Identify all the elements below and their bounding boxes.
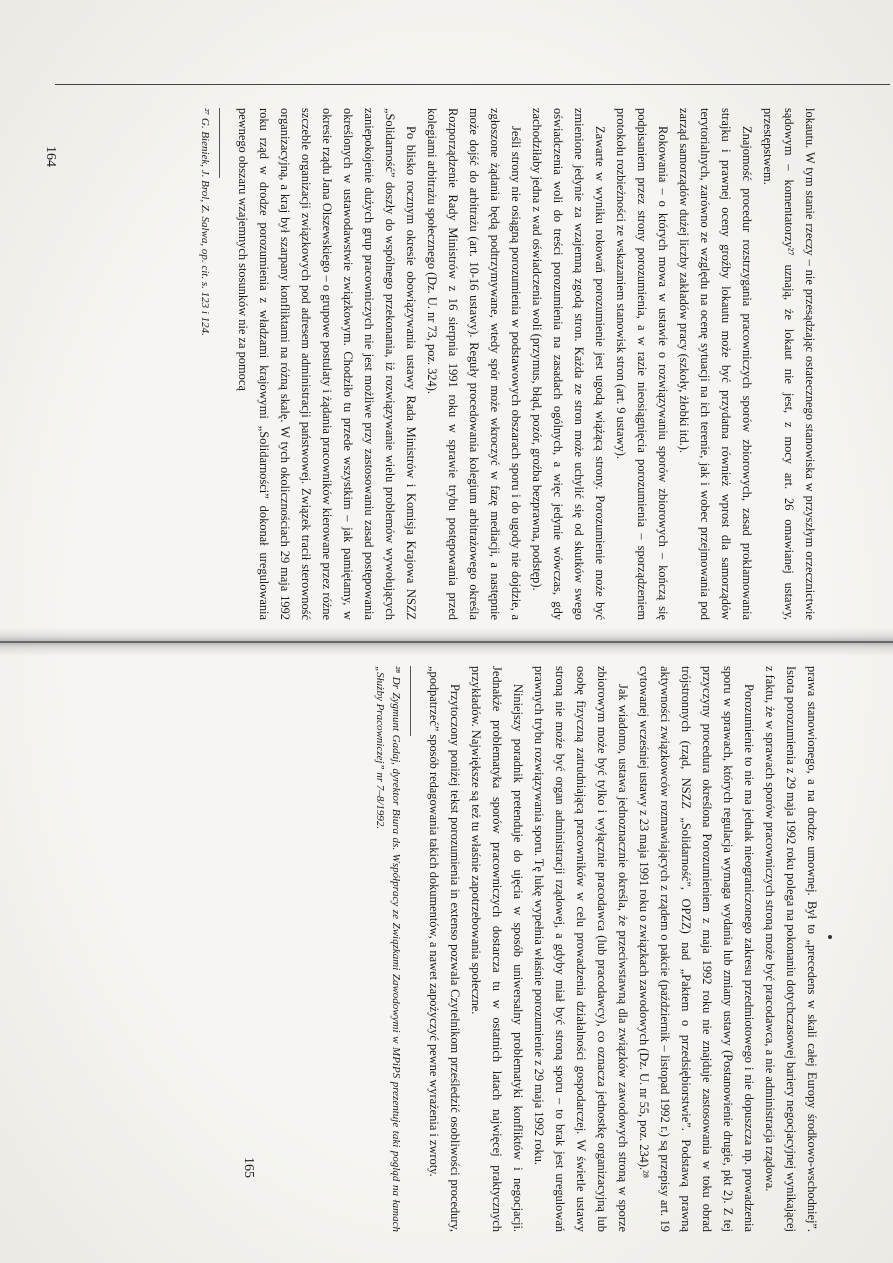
footnote-rule: [219, 108, 220, 178]
paragraph: lokautu. W tym stanie rzeczy – nie przesądzając ostatecznego stanowiska w przyszłym orzecznictwie sądowym – komentatorzy²⁷ uznają, że lokaut nie jest, z mocy art. 26 omawianej ustawy, przestępstwem.: [761, 108, 817, 620]
footnote: ²⁸ Dr Zygmunt Gadaj, dyrektor Biura ds. Współpracy ze Związkami Zawodowymi w MPiPS prezentuje taki pogląd na łamach „Służby Pracowniczej” nr 7–8/1992.: [374, 666, 402, 1232]
page-165: [372, 666, 822, 1232]
page-number: 164: [43, 146, 58, 167]
page-number: 165: [241, 1157, 256, 1178]
paragraph: Porozumienie to nie ma jednak nieograniczonego zakresu przedmiotowego i nie dopuszcza np. prowadzenia sporu w sprawach, których regulacja wymaga wydania lub zmiany ustawy (Postanowienie drugie, pkt 2). Z tej przyczyny procedura określona Porozumieniem z maja 1992 roku nie znajduje zastosowania w toku obrad trójstronnych (rząd, NSZZ „Solidarność”, OPZZ) nad „Paktem o przedsiębiorstwie”. Podstawą prawną aktywności związkowców rozmawiających z rządem o pakcie (październik – listopad 1992 r.) są przepisy art. 19 cytowanej wcześniej ustawy z 23 maja 1991 roku o związkach zawodowych (Dz. U. nr 55, poz. 234).²⁸: [637, 666, 756, 1232]
footnote-rule: [410, 666, 411, 736]
paragraph: Rokowania – o których mowa w ustawie o rozwiązywaniu sporów zbiorowych – kończą się podpisaniem przez strony porozumienia, a w razie nieosiągnięcia porozumienia – sporządzeniem protokołu rozbieżności ze wskazaniem stanowisk stron (art. 9 ustawy).: [614, 108, 670, 620]
top-margin-rule: [55, 84, 890, 85]
footnote: ²⁷ G. Bieniek, J. Brol, Z. Salwa, op. cit. s. 123 i 124.: [199, 108, 211, 336]
paragraph: Zawarte w wyniku rokowań porozumienie jest ugodą wiążącą strony. Porozumienie może być zmienione jedynie za wzajemną zgodą stron. Każda ze stron może uchylić się od skutków swego oświadczenia woli do treści porozumienia na zasadach ogólnych, a więc jedynie wówczas, gdy zachodziłaby jedna z wad oświadczenia woli (przymus, błąd, pozór, groźba bezprawna, podstęp).: [530, 108, 607, 620]
page-164: [197, 108, 820, 620]
paragraph: Jak wiadomo, ustawa jednoznacznie określa, że przeciwstawną dla związków zawodowych stroną w sporze zbiorowym może być tylko i wyłącznie pracodawca (lub pracodawcy), co oznacza jednostkę organizacyjną lub osobę fizyczną zatrudniającą pracowników w celu prowadzenia działalności gospodarczej. W świetle ustawy stroną nie może być organ administracji rządowej, a gdyby miał być stroną sporu – to brak jest uregulowań prawnych trybu rozwiązywania sporu. Tę lukę wypełnia właśnie porozumienie z 29 maja 1992 roku.: [532, 666, 630, 1232]
book-gutter-line: [0, 641, 893, 643]
paragraph: Niniejszy poradnik pretenduje do ujęcia w sposób uniwersalny problematyki konfliktów i negocjacji. Jednakże problematyka sporów pracowniczych dostarcza tu w ostatnich latach najwięcej praktycznych przykładów. Największe są też tu właśnie zapotrzebowania społeczne.: [469, 666, 525, 1232]
paragraph: Przytoczony poniżej tekst porozumienia in extenso pozwala Czytelnikom prześledzić osobliwości procedury, „podpatrzeć” sposób redagowania takich dokumentów, a nawet zapożyczyć pewne wyrażenia i zwroty.: [427, 666, 462, 1232]
paragraph: prawa stanowionego, a na drodze umownej. Był to „precedens w skali całej Europy środkowo-wschodniej”. Istota porozumienia z 29 maja 1992 roku polega na pokonaniu dotychczasowej bariery negocjacyjnej wynikającej z faktu, że w sprawach sporów pracowniczych stroną może być pracodawca, a nie administracja rządowa.: [763, 666, 819, 1232]
paragraph: Jeśli strony nie osiągną porozumienia w podstawowych obszarach sporu i do ugody nie dojdzie, a zgłoszone żądania będą podtrzymywane, wtedy spór może wkroczyć w fazę mediacji, a następnie może dojść do arbitrażu (art. 10-16 ustawy). Reguły procedowania kolegium arbitrażowego określa Rozporządzenie Rady Ministrów z 16 sierpnia 1991 roku w sprawie trybu postępowania przed kolegiami arbitrażu społecznego (Dz. U. nr 73, poz. 324).: [425, 108, 523, 620]
paragraph: Po blisko rocznym okresie obowiązywania ustawy Rada Ministrów i Komisja Krajowa NSZZ „Solidarność” doszły do wspólnego przekonania, iż rozwiązywanie wielu problemów wywołujących zaniepokojenie dużych grup pracowniczych nie jest możliwe przy zastosowaniu zasad postępowania określonych w ustawodawstwie związkowym. Chodziło tu przede wszystkim – jak pamiętamy, w okresie rządu Jana Olszewskiego – o grupowe postulaty i żądania pracowników kierowane przez różne szczeble organizacji związkowych pod adresem administracji państwowej. Związek tracił sterowność organizacyjną, a kraj był szarpany konfliktami na różną skalę. W tych okolicznościach 29 maja 1992 roku rząd w drodze porozumienia z władzami krajowymi „Solidarności” dokonał uregulowania pewnego obszaru wzajemnych stosunków nie za pomocą: [236, 108, 418, 620]
paragraph: Znajomość procedur rozstrzygania pracowniczych sporów zbiorowych, zasad proklamowania strajku i prawnej oceny groźby lokautu może być przydatna również wprost dla samorządów terytorialnych, zarówno ze względu na ocenę sytuacji na ich terenie, jak i wobec przejmowania pod zarząd samorządów dużej liczby zakładów pracy (szkoły, żłobki itd.).: [677, 108, 754, 620]
scan-speck: [828, 935, 832, 939]
